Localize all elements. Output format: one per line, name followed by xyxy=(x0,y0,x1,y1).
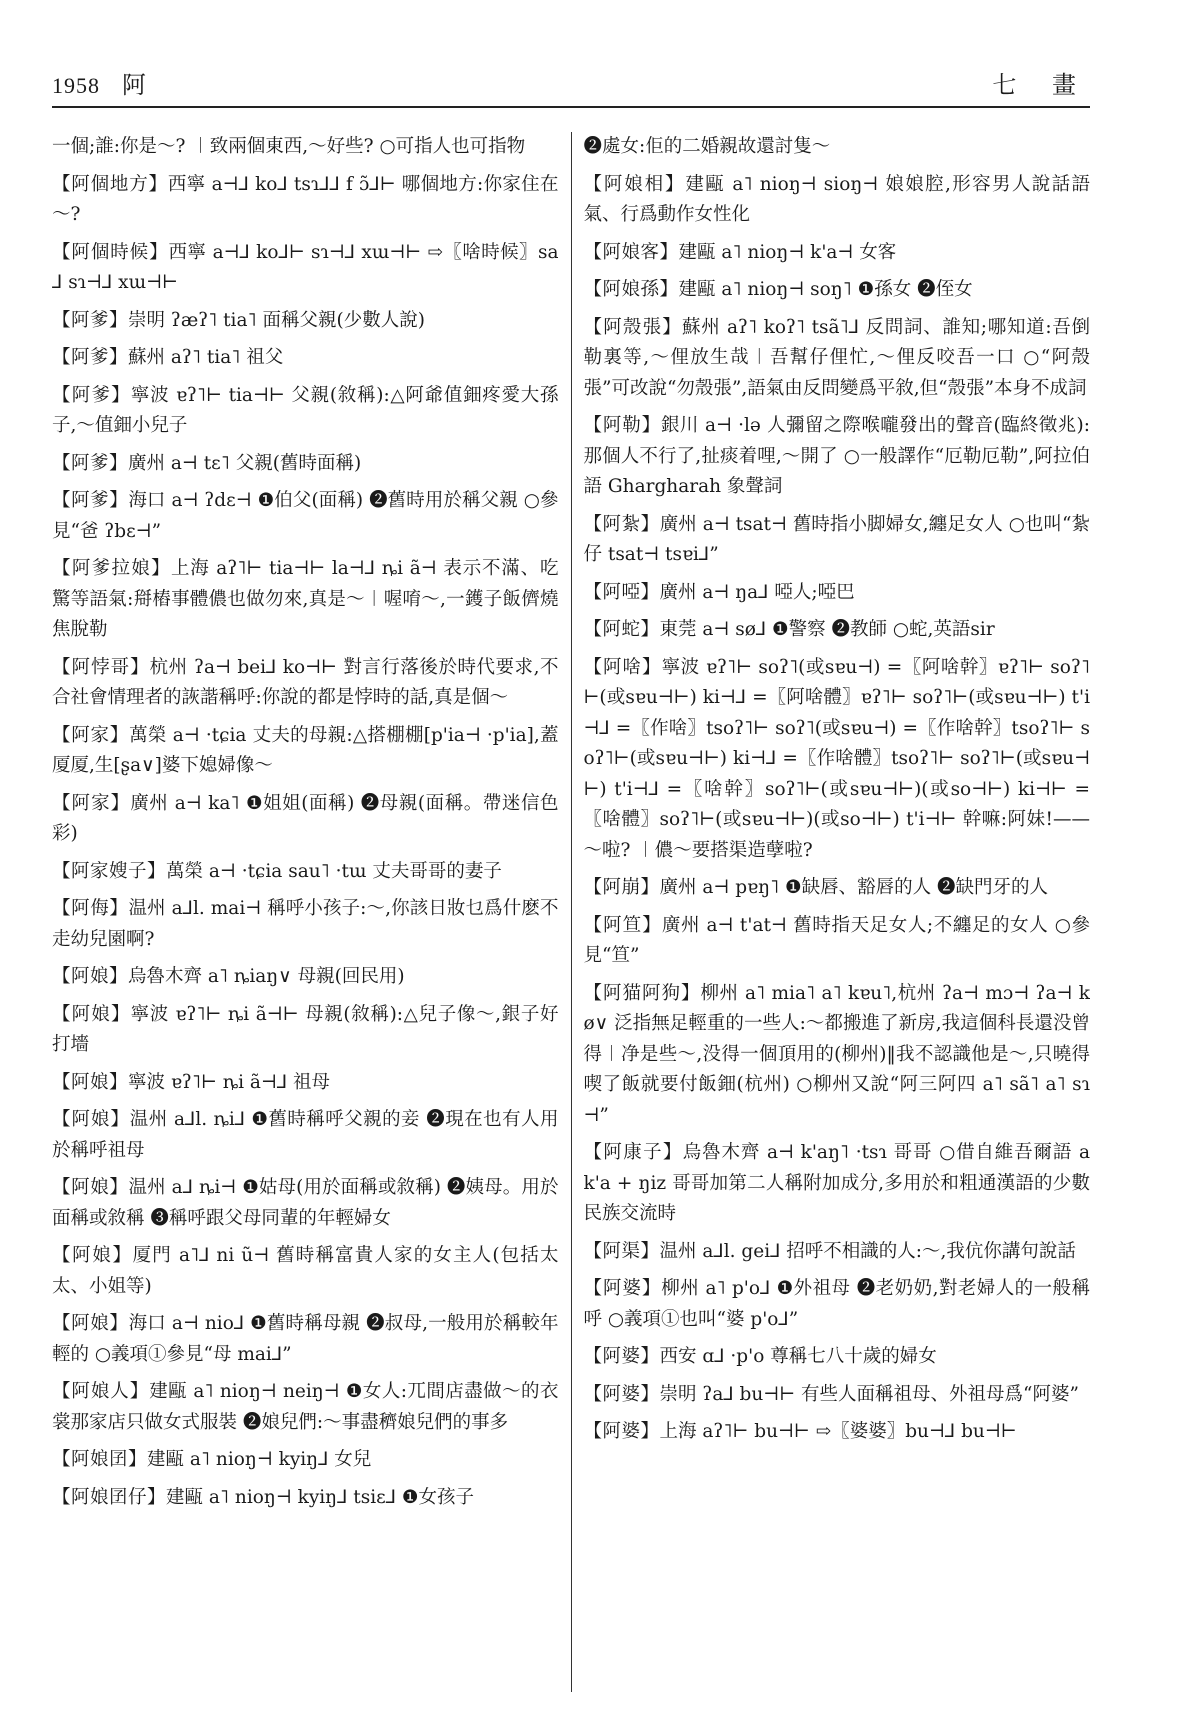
dictionary-entry xyxy=(52,1173,559,1234)
entry-text: 蘇州 aʔ˥ koʔ˥ tsã˥⅃ 反問詞、誰知;哪知道:吾倒勒裏等,～俚放生哉︱吾幫仔俚忙,～俚反咬吾一口 ○“阿殼張”可改說“勿殼張”,語氣由反問變爲平敘,但“殼張”本身不成詞 xyxy=(583,316,1090,399)
entry-text: 建甌 a˥ nioŋ⊣ soŋ˥ ❶孫女 ❷侄女 xyxy=(678,279,973,300)
entry-headword: 【阿渠】 xyxy=(583,1240,660,1262)
entry-headword: 【阿個時候】 xyxy=(52,241,169,263)
dictionary-entry xyxy=(52,486,559,547)
entry-text: 萬榮 a⊣ ·tɕia sau˥ ·tɯ 丈夫哥哥的妻子 xyxy=(166,860,502,882)
entry-text: 寧波 ɐʔ˥⊢ tia⊣⊢ 父親(敘稱):△阿爺值鈿疼愛大孫子,～值鈿小兒子 xyxy=(52,384,559,436)
entry-headword: 【阿笪】 xyxy=(583,914,662,936)
dictionary-entry xyxy=(584,275,1091,306)
entry-text: 柳州 a˥ p'o⅃ ❶外祖母 ❷老奶奶,對老婦人的一般稱呼 ○義項①也叫“婆 p'o⅃” xyxy=(583,1278,1090,1330)
entry-headword: 【阿爹拉娘】 xyxy=(52,558,171,579)
dictionary-entry xyxy=(52,449,559,480)
entry-text: 烏魯木齊 a⊣ k'aŋ˥ ·tsɿ 哥哥 ○借自維吾爾語 ak'a + ŋiz 哥哥加第二人稱附加成分,多用於和粗通漢語的少數民族交流時 xyxy=(583,1142,1090,1224)
entry-text: 西安 ɑ⅃ ·p'o 尊稱七八十歲的婦女 xyxy=(659,1346,937,1367)
dictionary-entry xyxy=(52,238,559,299)
entry-headword: 【阿爹】 xyxy=(52,384,131,406)
dictionary-entry xyxy=(52,1068,559,1099)
dictionary-entry xyxy=(584,238,1091,269)
dictionary-entry xyxy=(52,789,559,850)
dictionary-entry xyxy=(52,1000,559,1061)
entry-headword: 【阿家嫂子】 xyxy=(52,860,167,882)
entry-text: 萬榮 a⊣ ·tɕia 丈夫的母親:△搭棚棚[p'ia⊣ ·p'ia],蓋厦厦,生[ʂa∨]婆下媳婦像～ xyxy=(52,724,559,776)
entry-text: 寧波 ɐʔ˥⊢ ȵi ã⊣⊢ 母親(敘稱):△兒子像～,銀子好打墻 xyxy=(52,1003,559,1055)
entry-headword: 【阿娘囝仔】 xyxy=(52,1486,167,1508)
dictionary-entry xyxy=(52,857,559,888)
entry-headword: 【阿殼張】 xyxy=(583,316,683,338)
entry-headword: 【阿爹】 xyxy=(52,490,129,511)
dictionary-entry xyxy=(52,1105,559,1166)
entry-text: 上海 aʔ˥⊢ tia⊣⊢ la⊣⅃ ȵi ã⊣ 表示不滿、吃驚等語氣:搿樁事體儂也做勿來,真是～︱喔唷～,一鑊子飯儕燒焦脫勒 xyxy=(52,558,559,640)
entry-headword: 【阿娘相】 xyxy=(583,173,686,195)
entry-text: 厦門 a˥⅃ ni ũ⊣ 舊時稱富貴人家的女主人(包括太太、小姐等) xyxy=(52,1245,559,1297)
dictionary-entry xyxy=(584,132,1091,163)
entry-text: 崇明 ʔæʔ˥ tia˥ 面稱父親(少數人說) xyxy=(128,309,425,331)
entry-headword: 【阿蛇】 xyxy=(583,619,660,640)
header-left xyxy=(52,65,146,100)
dictionary-entry xyxy=(52,132,559,163)
entry-text: 建甌 a˥ nioŋ⊣ neiŋ⊣ ❶女人:兀間店盡做～的衣裳那家店只做女式服裝 ❷娘兒們:～事盡穧娘兒們的事多 xyxy=(52,1381,559,1433)
dictionary-entry xyxy=(52,1377,559,1438)
entry-headword: 【阿家】 xyxy=(52,792,131,814)
dictionary-entry xyxy=(584,1417,1091,1448)
entry-text: 温州 a⅃l. ȵi⅃ ❶舊時稱呼父親的妾 ❷現在也有人用於稱呼祖母 xyxy=(52,1109,559,1161)
dictionary-entry xyxy=(52,1445,559,1476)
entry-headword: 【阿家】 xyxy=(52,724,130,746)
dictionary-entry xyxy=(52,1309,559,1370)
entry-text: ❷處女:佢的二婚親故還討隻～ xyxy=(583,136,831,157)
entry-text: 蘇州 aʔ˥ tia˥ 祖父 xyxy=(128,347,284,368)
dictionary-entry xyxy=(584,170,1091,231)
dictionary-entry xyxy=(52,170,559,231)
entry-text: 東莞 a⊣ sø⅃ ❶警察 ❷教師 ○蛇,英語sir xyxy=(659,619,995,640)
entry-headword: 【阿個地方】 xyxy=(52,173,168,195)
entry-headword: 【阿啞】 xyxy=(583,581,660,603)
entry-text: 廣州 a⊣ pɐŋ˥ ❶缺唇、豁唇的人 ❷缺門牙的人 xyxy=(659,877,1048,898)
section-label: 七 畫 xyxy=(992,71,1090,99)
dictionary-entry xyxy=(584,1138,1091,1230)
dictionary-entry xyxy=(52,894,559,955)
entry-headword: 【阿娘】 xyxy=(52,1177,129,1198)
dictionary-entry xyxy=(584,1237,1091,1268)
entry-headword: 【阿紮】 xyxy=(583,513,660,535)
dictionary-entry xyxy=(584,979,1091,1132)
entry-headword: 【阿啥】 xyxy=(583,656,662,678)
right-column xyxy=(572,132,1091,1692)
dictionary-entry xyxy=(584,578,1091,609)
dictionary-entry xyxy=(584,1274,1091,1335)
dictionary-entry xyxy=(52,1483,559,1514)
entry-text: 上海 aʔ˥⊢ bu⊣⊢ ⇨〖婆婆〗bu⊣⅃ bu⊣⊢ xyxy=(659,1421,1017,1442)
entry-headword: 【阿娘囝】 xyxy=(52,1449,148,1470)
page-number: 1958 xyxy=(52,73,100,98)
entry-headword: 【阿娘孫】 xyxy=(583,279,679,300)
dictionary-entry xyxy=(584,873,1091,904)
entry-text: 西寧 a⊣⅃ ko⅃⊢ sɿ⊣⅃ xɯ⊣⊢ ⇨〖啥時候〗sa⅃ sɿ⊣⅃ xɯ⊣⊢ xyxy=(52,241,559,293)
dictionary-entry xyxy=(52,306,559,337)
dictionary-entry xyxy=(584,510,1091,571)
dictionary-entry xyxy=(52,1241,559,1302)
entry-headword: 【阿勒】 xyxy=(583,415,661,436)
entry-text: 建甌 a˥ nioŋ⊣ kyiŋ⅃ tsiɛ⅃ ❶女孩子 xyxy=(166,1486,474,1508)
dictionary-entry xyxy=(52,721,559,782)
entry-text: 廣州 a⊣ tsat⊣ 舊時指小脚婦女,纏足女人 ○也叫“紮仔 tsat⊣ tsɐi⅃” xyxy=(583,513,1090,565)
dictionary-entry xyxy=(584,411,1091,503)
entry-text: 西寧 a⊣⅃ ko⅃ tsɿ⅃⅃ f ɔ̃⅃⊢ 哪個地方:你家住在～? xyxy=(52,173,559,225)
dictionary-entry xyxy=(584,1342,1091,1373)
dictionary-entry xyxy=(52,653,559,714)
entry-text: 烏魯木齊 a˥ ȵiaŋ∨ 母親(回民用) xyxy=(128,966,405,987)
entry-text: 柳州 a˥ mia˥ a˥ kɐu˥,杭州 ʔa⊣ mɔ⊣ ʔa⊣ kø∨ 泛指無足輕重的一些人:～都搬進了新房,我這個科長還没曾得︱净是些～,没得一個頂用的(柳州)‖我不認識他是～,只曉得喫了飯就要付飯鈿(杭州) ○柳州又說“阿三阿四 a˥ sã˥ a˥ sɿ⊣” xyxy=(583,982,1090,1126)
entry-headword: 【阿婆】 xyxy=(583,1421,660,1442)
entry-text: 温州 a⅃l. mai⊣ 稱呼小孩子:～,你該日妝乜爲什麽不走幼兒園啊? xyxy=(52,898,559,950)
dictionary-entry xyxy=(584,615,1091,646)
entry-text: 寧波 ɐʔ˥⊢ ȵi ã⊣⅃ 祖母 xyxy=(128,1071,331,1093)
entry-text: 廣州 a⊣ ka˥ ❶姐姐(面稱) ❷母親(面稱。帶迷信色彩) xyxy=(52,792,559,844)
entry-headword: 【阿婆】 xyxy=(583,1383,660,1405)
dictionary-entry xyxy=(584,313,1091,405)
entry-text: 廣州 a⊣ tɛ˥ 父親(舊時面稱) xyxy=(128,452,362,474)
entry-text: 海口 a⊣ nio⅃ ❶舊時稱母親 ❷叔母,一般用於稱較年輕的 ○義項①參見“母 mai⅃” xyxy=(52,1313,559,1365)
dictionary-columns xyxy=(52,132,1090,1692)
dictionary-entry xyxy=(52,962,559,993)
entry-text: 建甌 a˥ nioŋ⊣ kyiŋ⅃ 女兒 xyxy=(147,1449,372,1470)
entry-headword: 【阿康子】 xyxy=(583,1142,683,1163)
entry-text: 廣州 a⊣ t'at⊣ 舊時指天足女人;不纏足的女人 ○參見“笪” xyxy=(583,914,1090,966)
entry-headword: 【阿娘】 xyxy=(52,1313,129,1334)
entry-text: 温州 a⅃ ȵi⊣ ❶姑母(用於面稱或敘稱) ❷姨母。用於面稱或敘稱 ❸稱呼跟父母同輩的年輕婦女 xyxy=(52,1177,559,1229)
left-column xyxy=(52,132,571,1692)
entry-text: 銀川 a⊣ ·lə 人彌留之際喉嚨發出的聲音(臨終徵兆):那個人不行了,扯痰着哩,～開了 ○一般譯作“厄勒厄勒”,阿拉伯語 Ghargharah 象聲詞 xyxy=(583,415,1090,497)
entry-text: 温州 a⅃l. gei⅃ 招呼不相識的人:～,我伉你講句說話 xyxy=(659,1240,1076,1262)
entry-text: 杭州 ʔa⊣ bei⅃ ko⊣⊢ 對言行落後於時代要求,不合社會情理者的詼諧稱呼:你說的都是悖時的話,真是個～ xyxy=(52,656,559,708)
entry-headword: 【阿娘】 xyxy=(52,1071,129,1093)
entry-headword: 【阿爹】 xyxy=(52,309,129,331)
entry-headword: 【阿娘客】 xyxy=(583,241,679,263)
entry-text: 崇明 ʔa⅃ bu⊣⊢ 有些人面稱祖母、外祖母爲“阿婆” xyxy=(659,1383,1079,1405)
dictionary-entry xyxy=(52,554,559,646)
entry-text: 一個;誰:你是～? ︱致兩個東西,～好些? ○可指人也可指物 xyxy=(52,136,526,157)
dictionary-entry xyxy=(52,381,559,442)
entry-text: 建甌 a˥ nioŋ⊣ k'a⊣ 女客 xyxy=(678,241,897,263)
dictionary-entry xyxy=(52,343,559,374)
entry-headword: 【阿娘】 xyxy=(52,1245,133,1266)
entry-headword: 【阿悖哥】 xyxy=(52,656,150,678)
entry-text: 建甌 a˥ nioŋ⊣ sioŋ⊣ 娘娘腔,形容男人說話語氣、行爲動作女性化 xyxy=(583,173,1090,225)
dictionary-entry xyxy=(584,1380,1091,1411)
entry-headword: 【阿娘】 xyxy=(52,966,129,987)
entry-headword: 【阿猫阿狗】 xyxy=(583,982,701,1004)
entry-headword: 【阿娘人】 xyxy=(52,1381,150,1402)
entry-headword: 【阿婆】 xyxy=(583,1278,662,1299)
entry-headword: 【阿爹】 xyxy=(52,347,129,368)
page-header xyxy=(52,66,1090,108)
entry-text: 廣州 a⊣ ŋa⅃ 啞人;啞巴 xyxy=(659,581,855,603)
entry-text: 寧波 ɐʔ˥⊢ soʔ˥(或sɐu⊣) =〖阿啥幹〗ɐʔ˥⊢ soʔ˥⊢(或sɐu⊣⊢) ki⊣⅃ =〖阿啥體〗ɐʔ˥⊢ soʔ˥⊢(或sɐu⊣⊢) t'i⊣⅃ =〖作啥〗tsoʔ˥⊢ soʔ˥(或sɐu⊣) =〖作啥幹〗tsoʔ˥⊢ soʔ˥⊢(或sɐu⊣⊢) ki⊣⅃ =〖作啥體〗tsoʔ˥⊢ soʔ˥⊢(或sɐu⊣⊢) t'i⊣⅃ =〖啥幹〗soʔ˥⊢(或sɐu⊣⊢)(或so⊣⊢) ki⊣⊢ =〖啥體〗soʔ˥⊢(或sɐu⊣⊢)(或so⊣⊢) t'i⊣⊢ 幹嘛:阿妹!——～啦? ︱儂～要搭渠造孽啦? xyxy=(583,656,1090,861)
dictionary-entry xyxy=(584,653,1091,867)
entry-headword: 【阿婆】 xyxy=(583,1346,660,1367)
entry-headword: 【阿崩】 xyxy=(583,877,660,898)
entry-headword: 【阿娘】 xyxy=(52,1109,130,1130)
entry-headword: 【阿娘】 xyxy=(52,1003,131,1025)
header-title-char: 阿 xyxy=(122,71,146,99)
entry-headword: 【阿侮】 xyxy=(52,898,129,919)
entry-headword: 【阿爹】 xyxy=(52,452,129,474)
dictionary-entry xyxy=(584,911,1091,972)
entry-text: 海口 a⊣ ʔdɛ⊣ ❶伯父(面稱) ❷舊時用於稱父親 ○參見“爸 ʔbɛ⊣” xyxy=(52,490,559,542)
